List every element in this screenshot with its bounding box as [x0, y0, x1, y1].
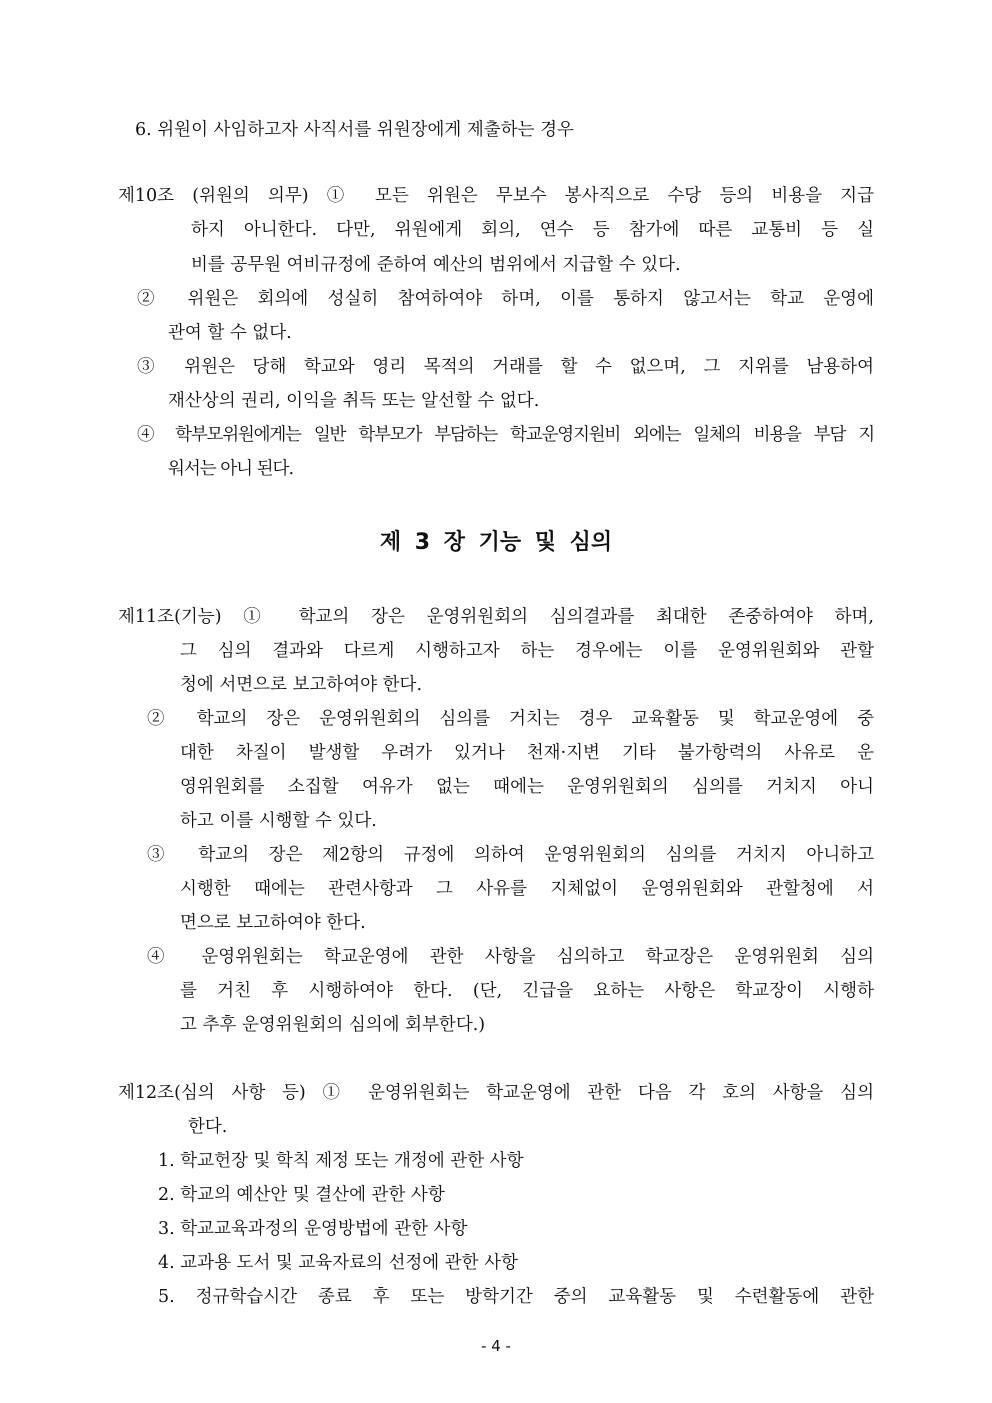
article-12-clause-1-cont: 한다.	[188, 1117, 228, 1137]
article-10-clause-1-cont: 비를 공무원 여비규정에 준하여 예산의 범위에서 지급할 수 있다.	[191, 255, 681, 275]
article-11-clause-4-cont: 고 추후 운영위원회의 심의에 회부한다.)	[180, 1015, 486, 1035]
article-11-clause-3-cont: 면으로 보고하여야 한다.	[180, 913, 366, 933]
article-10-clause-3: ③ 위원은 당해 학교와 영리 목적의 거래를 할 수 없으며, 그 지위를 남용하여	[137, 357, 874, 377]
article-10-clause-2-cont: 관여 할 수 없다.	[168, 323, 292, 343]
article-11-clause-1: 제11조(기능) ① 학교의 장은 운영위원회의 심의결과를 최대한 존중하여야 하며,	[118, 607, 874, 627]
list-item-6: 6. 위원이 사임하고자 사직서를 위원장에게 제출하는 경우	[135, 120, 574, 140]
article-11-clause-1-cont: 청에 서면으로 보고하여야 한다.	[180, 675, 423, 695]
article-11-clause-1-cont: 그 심의 결과와 다르게 시행하고자 하는 경우에는 이를 운영위원회와 관할	[180, 641, 874, 661]
article-12-clause-1: 제12조(심의 사항 등) ① 운영위원회는 학교운영에 관한 다음 각 호의 사항을 심의	[118, 1083, 874, 1103]
article-11-clause-2-cont: 하고 이를 시행할 수 있다.	[180, 811, 377, 831]
list-item-5: 5. 정규학습시간 종료 후 또는 방학기간 중의 교육활동 및 수련활동에 관한	[158, 1287, 874, 1307]
chapter-title: 제 3 장 기능 및 심의	[379, 530, 613, 555]
page-number: - 4 -	[481, 1337, 511, 1355]
article-10-clause-4-cont: 워서는 아니 된다.	[168, 459, 294, 479]
article-11-clause-2: ② 학교의 장은 운영위원회의 심의를 거치는 경우 교육활동 및 학교운영에 중	[147, 709, 874, 729]
article-10-clause-4: ④ 학부모위원에게는 일반 학부모가 부담하는 학교운영지원비 외에는 일체의 비용을 부담 지	[137, 425, 874, 445]
article-10-clause-1: 제10조 (위원의 의무) ① 모든 위원은 무보수 봉사직으로 수당 등의 비용을 지급	[118, 186, 874, 206]
list-item-3: 3. 학교교육과정의 운영방법에 관한 사항	[158, 1219, 468, 1239]
list-item-4: 4. 교과용 도서 및 교육자료의 선정에 관한 사항	[158, 1253, 518, 1273]
article-11-clause-2-cont: 대한 차질이 발생할 우려가 있거나 천재·지변 기타 불가항력의 사유로 운	[180, 743, 874, 763]
article-11-clause-3: ③ 학교의 장은 제2항의 규정에 의하여 운영위원회의 심의를 거치지 아니하고	[147, 845, 874, 865]
article-11-clause-2-cont: 영위원회를 소집할 여유가 없는 때에는 운영위원회의 심의를 거치지 아니	[180, 777, 874, 797]
article-11-clause-3-cont: 시행한 때에는 관련사항과 그 사유를 지체없이 운영위원회와 관할청에 서	[180, 879, 874, 899]
list-item-2: 2. 학교의 예산안 및 결산에 관한 사항	[158, 1185, 445, 1205]
article-11-clause-4-cont: 를 거친 후 시행하여야 한다. (단, 긴급을 요하는 사항은 학교장이 시행하	[180, 981, 874, 1001]
list-item-1: 1. 학교헌장 및 학칙 제정 또는 개정에 관한 사항	[158, 1151, 524, 1171]
article-11-clause-4: ④ 운영위원회는 학교운영에 관한 사항을 심의하고 학교장은 운영위원회 심의	[147, 947, 874, 967]
article-10-clause-3-cont: 재산상의 권리, 이익을 취득 또는 알선할 수 없다.	[168, 391, 540, 411]
article-10-clause-1-cont: 하지 아니한다. 다만, 위원에게 회의, 연수 등 참가에 따른 교통비 등 실	[191, 220, 874, 240]
article-10-clause-2: ② 위원은 회의에 성실히 참여하여야 하며, 이를 통하지 않고서는 학교 운영에	[137, 289, 874, 309]
